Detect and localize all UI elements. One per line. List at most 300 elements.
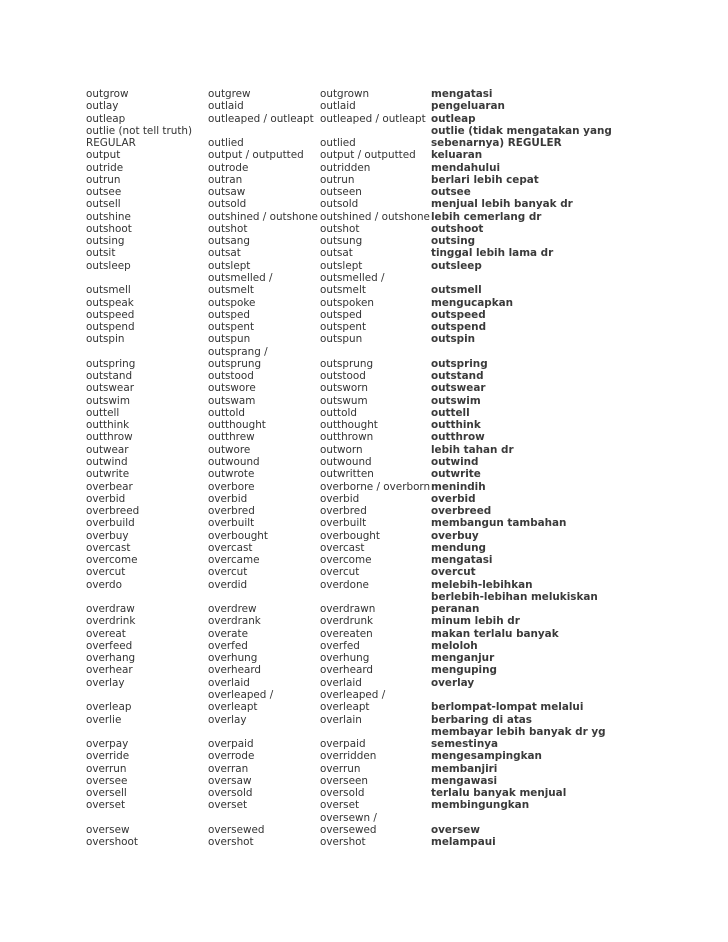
table-row [86,652,706,664]
table-row [86,260,706,272]
table-row [86,542,706,554]
meaning-cell: outtell [431,406,470,419]
base-form-cell: outsmell [86,284,131,297]
past-tense-cell: overset [208,799,248,812]
past-participle-cell: oversewed [320,823,377,836]
past-participle-cell: outsmelled / [320,271,385,284]
table-row [86,664,706,676]
base-form-cell: outsee [86,186,122,199]
past-participle-cell: outlied [320,137,356,150]
base-form-cell: overdrink [86,615,136,628]
table-row [86,763,706,775]
past-participle-cell: outswum [320,394,368,407]
past-participle-cell: oversewn / [320,811,377,824]
past-participle-cell: outrun [320,173,355,186]
base-form-cell: overcome [86,554,138,567]
meaning-cell: menguping [431,664,497,677]
past-tense-cell [208,591,320,603]
meaning-cell: mengatasi [431,554,493,567]
past-participle-cell: outsworn [320,382,368,395]
past-participle-cell: outshot [320,222,360,235]
table-row [86,603,706,615]
base-form-cell: outlie (not tell truth) [86,124,193,137]
base-form-cell: output [86,149,121,162]
table-row [86,787,706,799]
table-row [86,726,706,738]
past-participle-cell: overshot [320,836,366,849]
meaning-cell: mendahului [431,161,501,174]
table-row [86,247,706,259]
past-tense-cell [208,125,320,137]
past-tense-cell: overdrew [208,603,257,616]
table-row [86,370,706,382]
past-participle-cell: outspoken [320,296,375,309]
past-participle-cell: overheard [320,664,374,677]
meaning-cell: semestinya [431,738,499,751]
meaning-cell: minum lebih dr [431,615,520,628]
past-participle-cell: outtold [320,406,357,419]
table-row [86,677,706,689]
past-tense-cell: overdrank [208,615,261,628]
past-participle-cell: overcut [320,566,360,579]
past-tense-cell: overbore [208,480,255,493]
past-tense-cell: outsat [208,247,241,260]
table-row [86,321,706,333]
base-form-cell [86,591,208,603]
past-participle-cell: outstood [320,370,366,383]
past-participle-cell: outridden [320,161,371,174]
meaning-cell: outthink [431,419,481,432]
past-participle-cell: outwritten [320,468,374,481]
base-form-cell: overcut [86,566,126,579]
past-tense-cell: outsmelled / [208,271,273,284]
meaning-cell: menganjur [431,652,495,665]
base-form-cell: outspend [86,321,135,334]
table-row [86,100,706,112]
base-form-cell: outwrite [86,468,130,481]
base-form-cell: overbuild [86,517,135,530]
table-row [86,640,706,652]
meaning-cell: mengawasi [431,774,498,787]
past-participle-cell: overleapt [320,701,370,714]
table-row [86,493,706,505]
past-participle-cell [320,125,431,137]
base-form-cell: outswear [86,382,134,395]
past-tense-cell: outspun [208,333,251,346]
table-row [86,113,706,125]
past-participle-cell: overbred [320,505,367,518]
past-tense-cell: overbought [208,529,268,542]
meaning-cell: menjual lebih banyak dr [431,198,573,211]
verb-table [86,88,706,848]
past-participle-cell: oversold [320,787,365,800]
base-form-cell: overshoot [86,836,138,849]
past-participle-cell: overbid [320,492,360,505]
base-form-cell: outlay [86,100,119,113]
past-tense-cell: overran [208,762,249,775]
past-tense-cell: outtold [208,406,245,419]
base-form-cell: overbreed [86,505,140,518]
table-row [86,481,706,493]
meaning-cell: overbuy [431,529,479,542]
table-row [86,750,706,762]
meaning-cell: melampaui [431,836,496,849]
past-tense-cell: outspent [208,321,255,334]
meaning-cell: outspeed [431,308,486,321]
table-row [86,701,706,713]
base-form-cell: outthrow [86,431,133,444]
meaning-cell: membanjiri [431,762,498,775]
past-participle-cell: overcome [320,554,372,567]
past-participle-cell: outsmelt [320,284,366,297]
past-tense-cell: overhung [208,652,258,665]
past-tense-cell: oversaw [208,774,252,787]
past-participle-cell: overrun [320,762,361,775]
base-form-cell: outride [86,161,124,174]
base-form-cell: overleap [86,701,132,714]
past-tense-cell: overlaid [208,676,250,689]
past-participle-cell: overlain [320,713,362,726]
past-tense-cell: overcame [208,554,260,567]
table-row [86,591,706,603]
base-form-cell [86,812,208,824]
table-row [86,419,706,431]
past-tense-cell: outsaw [208,186,246,199]
meaning-cell: outspend [431,321,487,334]
past-participle-cell: outleaped / outleapt [320,112,426,125]
past-tense-cell: outsped [208,308,251,321]
past-tense-cell: outleaped / outleapt [208,112,314,125]
past-tense-cell: outlied [208,137,244,150]
past-participle-cell: outspent [320,321,367,334]
table-row [86,162,706,174]
base-form-cell: overeat [86,627,126,640]
past-participle-cell [320,346,431,358]
past-tense-cell: outgrew [208,88,251,100]
past-tense-cell: overate [208,627,249,640]
past-tense-cell: outthrew [208,431,255,444]
meaning-cell: outwrite [431,468,481,481]
past-tense-cell: outshot [208,222,248,235]
past-participle-cell: overdone [320,578,369,591]
table-row [86,309,706,321]
table-row [86,456,706,468]
meaning-cell: outsmell [431,284,482,297]
base-form-cell: outsit [86,247,116,260]
base-form-cell: outsing [86,235,125,248]
base-form-cell: outgrow [86,88,129,100]
meaning-cell: membingungkan [431,799,530,812]
past-tense-cell: outstood [208,370,254,383]
past-participle-cell: overset [320,799,360,812]
base-form-cell: overset [86,799,126,812]
meaning-cell: peranan [431,603,480,616]
table-row [86,812,706,824]
past-tense-cell: overleapt [208,701,258,714]
table-row [86,566,706,578]
table-row [86,333,706,345]
meaning-cell: outleap [431,112,476,125]
table-row [86,738,706,750]
past-participle-cell: outgrown [320,88,370,100]
past-tense-cell [208,812,320,824]
meaning-cell: makan terlalu banyak [431,627,559,640]
table-row [86,395,706,407]
base-form-cell: overrun [86,762,127,775]
past-participle-cell: outworn [320,443,363,456]
base-form-cell: outshoot [86,222,132,235]
past-participle-cell: overborne / overborn [320,480,431,493]
past-participle-cell: overbought [320,529,380,542]
past-tense-cell: outswore [208,382,256,395]
base-form-cell: overbid [86,492,126,505]
past-participle-cell: overcast [320,541,365,554]
base-form-cell: outwear [86,443,129,456]
meaning-cell: berlompat-lompat melalui [431,701,584,714]
past-tense-cell: oversewed [208,823,265,836]
past-participle-cell: overbuilt [320,517,367,530]
base-form-cell: outspin [86,333,125,346]
meaning-cell: sebenarnya) REGULER [431,137,562,150]
table-row [86,223,706,235]
past-tense-cell: overbred [208,505,255,518]
base-form-cell: overlay [86,676,125,689]
past-participle-cell: overeaten [320,627,373,640]
base-form-cell: overlie [86,713,122,726]
meaning-cell: outsleep [431,259,482,272]
base-form-cell: outstand [86,370,133,383]
past-participle-cell: outsat [320,247,353,260]
base-form-cell: oversee [86,774,128,787]
base-form-cell: overdo [86,578,122,591]
past-participle-cell: outsprung [320,357,374,370]
table-row [86,689,706,701]
base-form-cell: overcast [86,541,131,554]
past-tense-cell: overdid [208,578,248,591]
table-row [86,579,706,591]
meaning-cell: mengucapkan [431,296,514,309]
past-tense-cell: outlaid [208,100,244,113]
table-row [86,284,706,296]
past-tense-cell: overrode [208,750,255,763]
table-row [86,137,706,149]
past-tense-cell: overpaid [208,738,254,751]
past-tense-cell: outswam [208,394,256,407]
past-tense-cell: outwrote [208,468,255,481]
table-row [86,297,706,309]
table-row [86,517,706,529]
table-row [86,628,706,640]
table-row [86,505,706,517]
base-form-cell [86,346,208,358]
base-form-cell: outthink [86,419,130,432]
base-form-cell: outspring [86,357,136,370]
past-tense-cell: outran [208,173,243,186]
base-form-cell: outshine [86,210,131,223]
meaning-cell: oversew [431,823,480,836]
meaning-cell: outspring [431,357,488,370]
past-participle-cell: output / outputted [320,149,416,162]
meaning-cell: berbaring di atas [431,713,532,726]
meaning-cell: overlay [431,676,475,689]
past-participle-cell [320,591,431,603]
past-participle-cell: outwound [320,455,372,468]
table-row [86,211,706,223]
base-form-cell: outtell [86,406,120,419]
base-form-cell: overpay [86,738,129,751]
meaning-cell: outswear [431,382,486,395]
meaning-cell: membangun tambahan [431,517,567,530]
past-participle-cell: outsold [320,198,359,211]
meaning-cell: overbreed [431,505,492,518]
base-form-cell: overdraw [86,603,135,616]
table-row [86,799,706,811]
past-participle-cell: outspun [320,333,363,346]
meaning-cell: outswim [431,394,481,407]
past-participle-cell: overdrunk [320,615,374,628]
base-form-cell: REGULAR [86,137,136,150]
base-form-cell [86,689,208,701]
meaning-cell: outwind [431,455,479,468]
past-participle-cell: outsped [320,308,363,321]
past-tense-cell: outsang [208,235,250,248]
table-row [86,358,706,370]
meaning-cell: keluaran [431,149,483,162]
table-row [86,125,706,137]
past-participle-cell: overdrawn [320,603,376,616]
past-tense-cell: overleaped / [208,689,274,702]
table-row [86,468,706,480]
meaning-cell: meloloh [431,639,478,652]
table-row [86,775,706,787]
base-form-cell: overhang [86,652,136,665]
base-form-cell: outsell [86,198,121,211]
base-form-cell: outleap [86,112,126,125]
past-tense-cell: overbuilt [208,517,255,530]
past-participle-cell: overlaid [320,676,362,689]
past-tense-cell: outsprung [208,357,262,370]
base-form-cell: outrun [86,173,121,186]
past-participle-cell: outlaid [320,100,356,113]
base-form-cell: oversew [86,823,130,836]
meaning-cell: mendung [431,541,486,554]
meaning-cell: tinggal lebih lama dr [431,247,554,260]
table-row [86,836,706,848]
past-tense-cell: overshot [208,836,254,849]
past-tense-cell: overheard [208,664,262,677]
meaning-cell: menindih [431,480,486,493]
table-row [86,346,706,358]
base-form-cell: overfeed [86,639,133,652]
past-participle-cell: overhung [320,652,370,665]
past-tense-cell: outsmelt [208,284,254,297]
meaning-cell: outshoot [431,222,484,235]
past-tense-cell [208,726,320,738]
meaning-cell: berlari lebih cepat [431,173,539,186]
past-tense-cell: outshined / outshone [208,210,318,223]
table-row [86,174,706,186]
base-form-cell: overhear [86,664,133,677]
past-tense-cell: outwound [208,455,260,468]
past-tense-cell: overlay [208,713,247,726]
meaning-cell: lebih cemerlang dr [431,210,542,223]
meaning-cell: overbid [431,492,476,505]
past-tense-cell: outsprang / [208,345,268,358]
past-tense-cell: outsold [208,198,247,211]
past-participle-cell: outseen [320,186,362,199]
past-tense-cell: outrode [208,161,249,174]
past-participle-cell: outthrown [320,431,374,444]
past-participle-cell: overfed [320,639,360,652]
table-row [86,198,706,210]
past-tense-cell: overfed [208,639,248,652]
past-tense-cell: overbid [208,492,248,505]
past-participle-cell: overridden [320,750,377,763]
base-form-cell: outsleep [86,259,131,272]
base-form-cell: overbuy [86,529,129,542]
past-participle-cell [320,726,431,738]
meaning-cell: pengeluaran [431,100,505,113]
past-participle-cell: outshined / outshone [320,210,430,223]
past-tense-cell: overcast [208,541,253,554]
meaning-cell: mengatasi [431,88,493,100]
table-row [86,272,706,284]
base-form-cell [86,272,208,284]
past-tense-cell: overcut [208,566,248,579]
base-form-cell: outwind [86,455,128,468]
meaning-cell: outstand [431,370,484,383]
table-row [86,714,706,726]
meaning-cell: overcut [431,566,476,579]
past-tense-cell: outslept [208,259,251,272]
base-form-cell [86,726,208,738]
past-tense-cell: output / outputted [208,149,304,162]
past-participle-cell: outthought [320,419,378,432]
past-tense-cell: outspoke [208,296,256,309]
past-participle-cell: outsung [320,235,363,248]
meaning-cell: outsing [431,235,476,248]
past-tense-cell: oversold [208,787,253,800]
table-row [86,824,706,836]
table-row [86,431,706,443]
table-row [86,88,706,100]
base-form-cell: overbear [86,480,133,493]
past-participle-cell: overleaped / [320,689,386,702]
table-row [86,615,706,627]
table-row [86,382,706,394]
meaning-cell: outspin [431,333,476,346]
meaning-cell: mengesampingkan [431,750,542,763]
table-row [86,186,706,198]
base-form-cell: outswim [86,394,130,407]
table-row [86,407,706,419]
meaning-cell: melebih-lebihkan [431,578,533,591]
meaning-cell: terlalu banyak menjual [431,787,567,800]
past-participle-cell: overpaid [320,738,366,751]
table-row [86,149,706,161]
table-row [86,554,706,566]
base-form-cell: outspeed [86,308,135,321]
meaning-cell: berlebih-lebihan melukiskan [431,590,598,603]
meaning-cell: membayar lebih banyak dr yg [431,725,606,738]
past-tense-cell: outthought [208,419,266,432]
past-participle-cell: outslept [320,259,363,272]
base-form-cell: outspeak [86,296,134,309]
table-row [86,530,706,542]
table-row [86,235,706,247]
meaning-cell: outlie (tidak mengatakan yang [431,124,612,137]
past-tense-cell: outwore [208,443,251,456]
